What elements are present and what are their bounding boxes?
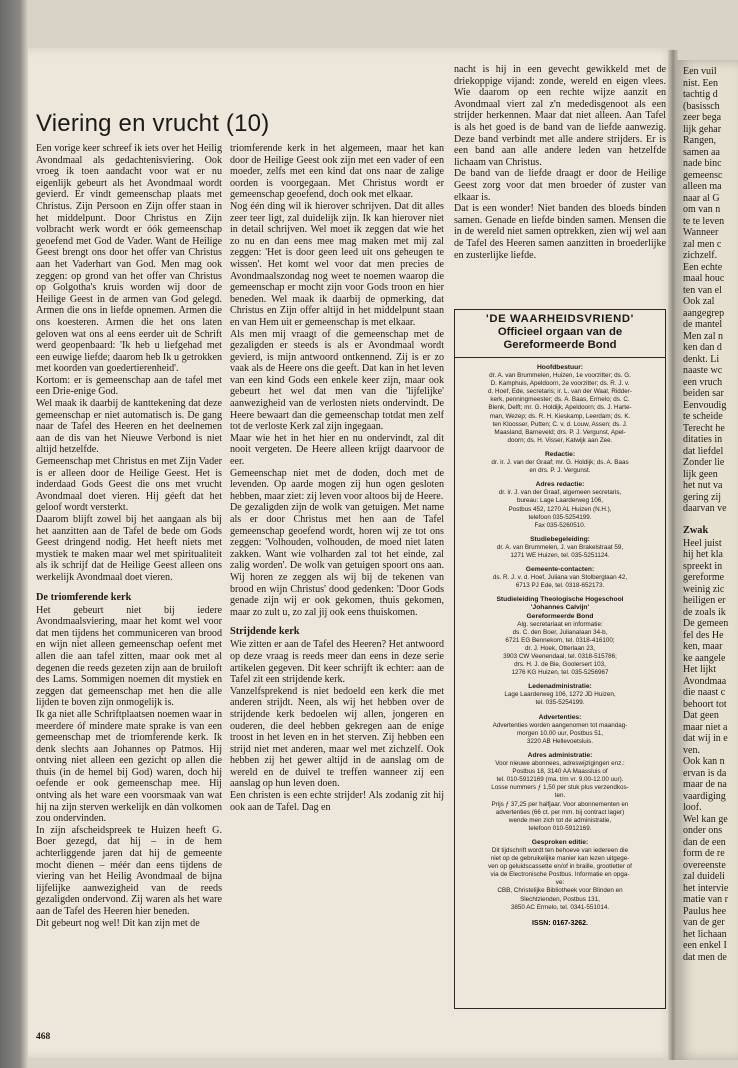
paragraph: Een vorige keer schreef ik iets over het Heilig Avondmaal als gedachtenisviering. Ook vroeg ik toen aandacht voor wat er nu eigenlijk gebeurt als het Avondmaal wordt gevierd. Er vindt gemeenschap plaats met Christus. Zijn Persoon en Zijn offer staan in het middelpunt. Door Christus en Zijn volbracht werk wordt er óók gemeenschap geoefend met God de Vader. Want de Heilige Geest brengt ons door het offer van Christus aan het Vaderhart van God. Men mag ook zeggen: op grond van het offer van Christus op Golgotha's kruis worden wij door de Heilige Geest in de armen van God gelegd. Armen die ons in liefde opnemen. Armen die ons koesteren. Armen die het ons laten geloven wat ons al eens eerder uit de Schrift werd geopenbaard: 'Ik heb u liefgehad met een euwige liefde; daarom heb Ik u getrokken met koorden van goedertierenheid'. (36, 143, 222, 375)
text-line: Wanneer (683, 227, 719, 238)
text-line: de zoals ik (683, 606, 726, 618)
paragraph: Kortom: er is gemeenschap aan de tafel met een Drie-enige God. (36, 374, 222, 398)
text-line: fel des He (683, 629, 724, 641)
text-line: lijk geen (683, 468, 718, 480)
text-line: onder ons (683, 825, 723, 836)
text-line: nist. Een (683, 77, 718, 89)
paragraph: Dit gebeurt nog wel! Dit kan zijn met de (36, 917, 200, 929)
text-line: naar al G (683, 192, 720, 204)
text-line: dat wij in e (683, 733, 728, 744)
paragraph: Gemeenschap met Christus en met Zijn Vader is er alleen door de Heilige Geest. Het is inderdaad Gods Geest die ons met vrucht Avondmaal doet vieren. Hij géeft dat het geloof wordt versterkt. (36, 456, 222, 514)
text-line: nade binc (683, 158, 722, 169)
text-line: beiden sar (683, 388, 724, 399)
text-line: maal houc (683, 273, 725, 284)
masthead-section-label: Adres administratie: (527, 751, 593, 759)
masthead-section-body: Dit tijdschrift wordt ten behoeve van iedereen die niet op de gebruikelijke manier kan lezen uitgege- ven op geluidscassette en/of in braille, grootletter of via de Electronische Postbus. Informatie en opga- ve: CBB, Christelijke Bibliotheek voor Blinden en Slechtzienden, Postbus 131, 3850 AC Ermelo, tel. 0341-551014. (488, 846, 632, 911)
text-line: zeer bega (683, 112, 722, 123)
paragraph: Maar wie het in het hier en nu ondervindt, zal dit nooit vergeten. De Heere alleen krijgt daarvoor de eer. (230, 432, 444, 468)
masthead-section (455, 481, 665, 530)
section-heading: De triomferende kerk (36, 591, 132, 603)
masthead-section-body: ds. R. J. v. d. Hoef, Juliana van Stolberglaan 42, 6713 PJ Ede, tel. 0318-652173. (492, 574, 628, 590)
text-line: matie van r (683, 894, 728, 905)
masthead-section (455, 536, 665, 560)
text-line: maar niet a (683, 721, 728, 733)
masthead-section-label: Gemeente-contacten: (525, 566, 595, 574)
text-line: de mantel (683, 319, 723, 330)
masthead-section (455, 839, 665, 912)
masthead-section (455, 683, 665, 707)
text-line: gereforme (683, 572, 725, 583)
text-line: ken dan d (683, 342, 722, 353)
paragraph: In zijn afscheidspreek te Huizen heeft G. Boer gezegd, dat hij – in de hem achterliggende jaren dat hij de gemeente mocht dienen – méér dan eens tijdens de viering van het Heilig Avondmaal de bijna lijfelijke aanwezigheid van de reeds gezaligden ondervond. Zij waren als het ware aan de Tafel des Heeren hier beneden. (36, 824, 222, 917)
masthead-section (455, 566, 665, 590)
masthead-header (455, 310, 665, 352)
text-line: zal duideli (683, 871, 725, 882)
right-page-lines-top (683, 66, 738, 515)
paragraph: Een christen is een echte strijder! Als zodanig zit hij ook aan de Tafel. Dag en (230, 790, 444, 813)
masthead-section-body: dr. A. van Brummelen, Huizen, 1e voorzitter; ds. G. D. Kamphuis, Apeldoorn, 2e voorzitter; ds. R. J. v. d. Hoef, Ede, secretaris; ir. L. van der Waal, Ridder- kerk, penningmeester; ds. A. Baas, Ermelo; ds. C. Blenk, Delft; mr. G. Holdijk, Apeldoorn; ds. J. Harte- man, Wezep; ds. R. H. Kieskamp, Leerdam; ds. K. ten Kloosser, Putten; C. v. d. Louw, Assen; ds. J. Maasland, Barneveld; drs. P. J. Vergunst, Apel- doorn; ds. H. Visser, Katwijk aan Zee. (488, 372, 632, 444)
text-line: denkt. Li (683, 353, 720, 365)
text-line: loof. (683, 802, 702, 813)
right-page-heading: Zwak (683, 524, 709, 536)
text-line: behoort tot (683, 698, 727, 710)
paragraph: Wie zitten er aan de Tafel des Heeren? Het antwoord op deze vraag is reeds meer dan eens in deze serie artikelen gegeven. Dit keer schrijft ik echter: aan de Tafel zit een strijdende kerk. (230, 639, 444, 686)
masthead-section-label: Hoofdbestuur: (536, 364, 584, 371)
paragraph: Daarom blijft zowel bij het aangaan als bij het aanzitten aan de Tafel de bede om Gods Geest dringend nodig. Het heeft niets met mystiek te maken maar wel met spiritualiteit als ik schrijf dat de Heilige Geest alleen ons werkelijk Avondmaal doet vieren. (36, 514, 222, 583)
text-line: ditaties in (683, 434, 723, 445)
text-line: gemeensc (683, 169, 723, 181)
masthead-section-body: Advertenties worden aangenomen tot maandag- morgen 10.00 uur, Postbus 51, 3220 AB Hellevoetsluis. (492, 721, 628, 745)
masthead-section (455, 364, 665, 445)
text-line: weinig zic (683, 583, 725, 595)
masthead-section-label: Studiebegeleiding: (530, 535, 590, 543)
paragraph: Vanzelfsprekend is niet bedoeld een kerk die met anderen strijdt. Neen, als wij het hebben over de strijdende kerk bedoelen wij allen, jongeren en ouderen, die deel hebben gekregen aan de enige troost in het leven en in het sterven. Zij hebben een strijd niet met anderen, maar wel met zichzelf. Ook hebben zij het gewer altijd in de aanslag om de wereld en de duivel te treffen wanneer zij een aanslag op hun leven doen. (230, 685, 444, 790)
text-line: het nut va (683, 480, 723, 491)
paragraph: triomferende kerk in het algemeen, maar het kan door de Heilige Geest ook zijn met een vader of een moeder, zelfs met een kind dat ons naar de zalige oorden is voorgegaan. Met Christus wordt er gemeenschap geoefend, doch ook met elkaar. (230, 143, 444, 201)
masthead-section-label: Ledenadministratie: (528, 683, 592, 691)
paragraph: Dat is een wonder! Niet banden des bloeds binden samen. Genade en liefde binden samen. Mensen die in de wereld niet samen optrekken, zien wij wel aan de Tafel des Heeren samen aanzitten in broederlijke en zusterlijke liefde. (454, 203, 666, 261)
masthead-section-label: Advertenties: (538, 713, 582, 721)
masthead-section-body: dr. ir. J. van der Graaf, algemeen secretaris, bureau: Lage Laarderweg 106, Postbus 452, 1270 AL Huizen (N.H.), telefoon 035-5254199. Fax 035-5260510. (498, 489, 622, 529)
paragraph: De band van de liefde draagt er door de Heilige Geest zorg voor dat men broeder óf zuster van elkaar is. (454, 168, 666, 203)
text-line: Een vuil (683, 66, 717, 77)
masthead-section (455, 451, 665, 475)
text-line: samen aa (683, 146, 720, 158)
text-line: het intervie (683, 882, 729, 894)
text-line: zal men c (683, 238, 722, 250)
masthead-section-label: Redactie: (544, 450, 576, 458)
text-line: gering zij (683, 491, 722, 503)
text-line: van de ger (683, 917, 725, 928)
text-line: ervan is da (683, 767, 727, 779)
text-line: (basissch (683, 100, 720, 112)
paragraph: nacht is hij in een gevecht gewikkeld met de driekoppige vijand: zonde, wereld en eigen vlees. Wie daarom op een rechte wijze aanzit en Avondmaal viert zal z'n mededisgenoot als een strijder herkennen. Maar dat niet alleen. Aan Tafel is als het goed is de band van de liefde aanwezig. Deze band verbindt met alle andere strijders. Er is een band aan alle andere leden van hetzelfde lichaam van Christus. (454, 64, 666, 168)
text-line: zichzelf. (683, 250, 718, 261)
paragraph: Als men mij vraagt of die gemeenschap met de gezaligden er steeds is als er Avondmaal wordt gevierd, is mijn antwoord ontkennend. Zij is er zo vaak als de Heere ons die geeft. Dat kan in het leven van een kind Gods een enkele keer zijn, maar ook gebeurt het wel dat men van die 'lijfelijke' aanwezigheid van de verlosten niets ondervindt. De Heere bewaart dan die gemeenschap totdat men zelf tot de verloste Kerk zal zijn ingegaan. (230, 328, 444, 433)
masthead-section (455, 714, 665, 746)
masthead-section-body: Voor nieuwe abonnees, adreswijzigingen enz.: Postbus 18, 3140 AA Maassluis of tel. 010-5912169 (ma. t/m vr. 9.00-12.00 uur). Losse nummers ƒ 1,50 per stuk plus verzendkos- ten. Prijs ƒ 37,25 per halfjaar. Voor abonnementen en advertenties (66 ct. per mm. bij contract lager) wende men zich tot de administratie, telefoon 010-5912169. (491, 760, 629, 832)
text-line: spreekt in (683, 560, 723, 572)
text-line: ke aangele (683, 652, 726, 664)
masthead-section-body: dr. A. van Brummelen, J. van Brakelstraat 59, 1271 WE Huizen, tel. 035-5251124. (496, 543, 624, 559)
text-line: Rangen, (683, 135, 717, 146)
text-line: Men zal n (683, 330, 723, 342)
text-line: heiligen er (683, 595, 726, 606)
text-line: daarvan ve (683, 503, 727, 514)
text-line: Avondmaa (683, 675, 727, 687)
text-line: aangegrep (683, 307, 725, 319)
masthead-section-body: dr. ir. J. van der Graaf; mr. G. Holdijk; ds. A. Baas en drs. P. J. Vergunst. (491, 459, 629, 475)
masthead-subtitle-1: Officieel orgaan van de (497, 326, 623, 338)
masthead-box (454, 309, 666, 1009)
masthead-sections (455, 364, 665, 912)
text-line: om van n (683, 204, 721, 215)
text-line: Terecht he (683, 422, 725, 434)
text-line: Een echte (683, 261, 723, 273)
text-line: te scheide (683, 411, 723, 422)
text-line: vaardiging (683, 790, 726, 802)
text-line: Zonder lie (683, 457, 725, 468)
text-line: maar de na (683, 779, 727, 790)
right-page-lines-bottom (683, 538, 738, 964)
article-column-3 (454, 64, 666, 312)
text-line: ven. (683, 744, 700, 756)
text-line: Heel juist (683, 537, 722, 549)
masthead-section-label: Gesproken editie: (531, 838, 589, 846)
text-line: Paulus hee (683, 905, 727, 917)
text-line: De gemeen (683, 618, 729, 629)
paragraph: Wel maak ik daarbij de kanttekening dat deze gemeenschap er niet automatisch is. De gang naar de Tafel des Heeren en het deelnemen aan de dis van het Nieuwe Verbond is niet altijd hetzelfde. (36, 398, 222, 456)
text-line: Eenvoudig (683, 399, 727, 411)
masthead-section-body: Lage Laarderweg 106, 1272 JD Huizen, tel. 035-5254199. (504, 691, 616, 707)
article-column-1 (36, 143, 222, 1028)
text-line: een enkel I (683, 940, 727, 951)
paragraph: Nog één ding wil ik hierover schrijven. Dat dit alles zeer teer ligt, zal duidelijk zijn. Ik kan hierover niet in detail schrijven. Wel moet ik zeggen dat wie het zo nu en dan eens mee mag maken met mij zal zeggen: 'Het is door geen leed uit ons geheugen te wissen'. Het komt wel voor dat men precies de Avondmaalszondag nog weet te noemen waarop die gemeenschap er mocht zijn voor Gods troon en hier beneden. Wel maak ik daarbij de opmerking, dat Christus en Zijn offer altijd in het middelpunt staan en van Hem uit er gemeenschap is met elkaar. (230, 200, 444, 328)
text-line: ten van el (683, 284, 722, 296)
text-line: Ook zal (683, 296, 715, 307)
masthead-issn: ISSN: 0167-3262. (531, 919, 589, 927)
right-page-column-fragment (683, 66, 738, 1056)
masthead-section-label: Studieleiding Theologische Hogeschool 'Johannes Calvijn' Gereformeerde Bond (496, 596, 624, 620)
text-line: het lichaan (683, 928, 727, 940)
text-line: lijk gehar (683, 123, 722, 135)
article-column-2 (230, 143, 444, 1031)
text-line: dat liefdel (683, 445, 724, 457)
text-line: alleen ma (683, 181, 722, 192)
text-line: Wel kan ge (683, 813, 728, 825)
masthead-rule (455, 357, 665, 358)
text-line: form de re (683, 848, 725, 859)
text-line: Dat geen (683, 710, 719, 721)
page-number: 468 (36, 1032, 51, 1042)
article-title: Viering en vrucht (10) (36, 110, 270, 137)
text-line: ken, maar (683, 641, 723, 652)
text-line: Ook kan n (683, 756, 725, 767)
paragraph: Het gebeurt niet bij iedere Avondmaalsviering, maar het komt wel voor dat men tijdens het communiceren van brood en wijn niet alleen gemeenschap oefent met allen die aan tafel zitten, maar ook met al degenen die reeds gezeten zijn aan de bruiloft des Lams. Sommigen noemen dit mystiek en zeggen dat gemeenschap met hen die alle lijden te boven zijn onmogelijk is. (36, 604, 222, 709)
paragraph: De gezaligden zijn de wolk van getuigen. Met name als er door Christus met hen aan de Tafel gemeenschap geoefend wordt, horen wij ze tot ons zeggen: 'Volhouden, volhouden, de moed niet laten zakken. Want wie volharden zal tot het einde, zal zalig worden'. De wolk van getuigen spoort ons aan. Wij horen ze zeggen als wij bij de tekenen van brood en wijn Christus' dood gedenken: 'Door Gods genade zijn wij er ook gekomen, thuis gekomen, maar zo zult u, zo zal jij ook eens thuiskomen. (230, 502, 444, 618)
text-line: overeenste (683, 859, 726, 871)
paragraph: Gemeenschap niet met de doden, doch met de levenden. Op aarde mogen zij hun ogen gesloten hebben, maar ziet: zij leven voor altoos bij de Heere. (230, 467, 444, 502)
section-heading: Strijdende kerk (230, 626, 300, 638)
masthead-section-label: Adres redactie: (535, 481, 585, 489)
masthead-section (455, 752, 665, 833)
text-line: dat men de (683, 951, 727, 963)
text-line: een vruch (683, 376, 723, 388)
text-line: die naast c (683, 687, 726, 698)
text-line: Het lijkt (683, 664, 717, 675)
text-line: tachtig d (683, 89, 718, 100)
masthead-section-body: Alg. secretariaat en informatie: ds. C. den Boer, Julianalaan 34-b, 6721 EG Bennekom, tel. 0318-416100; dr. J. Hoek, Otterlaan 23, 3903 CW Veenendaal, tel. 0318-515786; drs. H. J. de Bie, Goolersert 103, 1276 KG Huizen, tel. 035-5256967 (503, 620, 617, 677)
masthead-name: 'DE WAARHEIDSVRIEND' (486, 313, 634, 325)
text-line: dan de een (683, 836, 726, 848)
text-line: te te leven (683, 215, 725, 227)
paragraph: Ik ga niet alle Schriftplaatsen noemen waar in meerdere óf mindere mate sprake is van een gemeenschap met de triomferende kerk. Ik denk slechts aan Johannes op Patmos. Hij ontving niet alleen een gezicht op allen die thuis (in de hemel bij God) waren, doch hij oefende er ook gemeenschap mee. Hij ontving als het ware een voorsmaak van wat hij na zijn sterven werkelijk en dàn volkomen zou ondervinden. (36, 708, 222, 825)
text-line: naaste wc (683, 365, 723, 376)
text-line: hij het kla (683, 549, 723, 560)
masthead-subtitle-2: Gereformeerde Bond (503, 339, 617, 351)
masthead-section (455, 596, 665, 677)
